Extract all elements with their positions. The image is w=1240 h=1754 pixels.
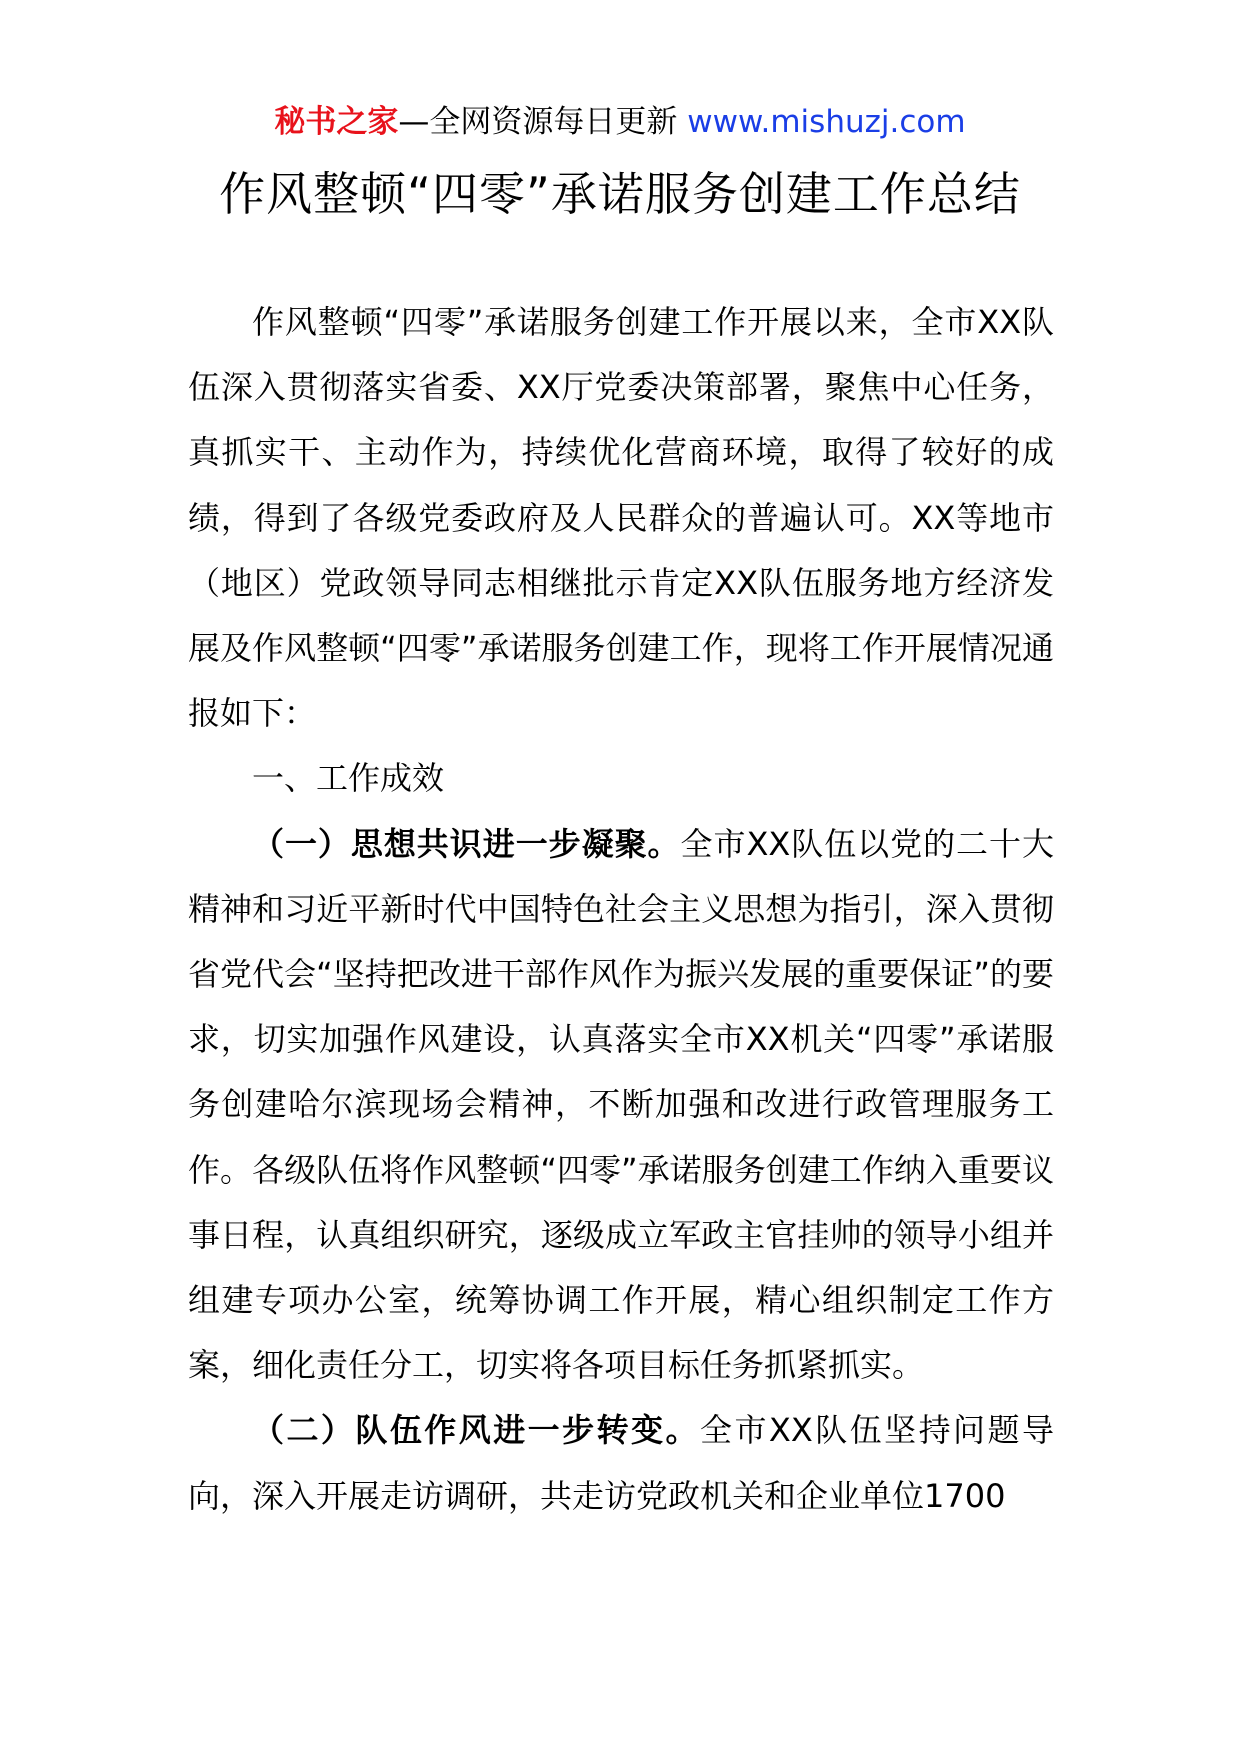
site-link[interactable]: www.mishuzj.com [687,104,966,140]
paragraph-lead: （二）队伍作风进一步转变。 [252,1411,700,1450]
section-heading [188,746,1054,811]
paragraph-text: 全市XX队伍以党的二十大精神和习近平新时代中国特色社会主义思想为指引，深入贯彻省党代会“坚持把改进干部作风作为振兴发展的重要保证”的要求，切实加强作风建设，认真落实全市XX机关“四零”承诺服务创建哈尔滨现场会精神，不断加强和改进行政管理服务工作。各级队伍将作风整顿“四零”承诺服务创建工作纳入重要议事日程，认真组织研究，逐级成立军政主官挂帅的领导小组并组建专项办公室，统筹协调工作开展，精心组织制定工作方案，细化责任分工，切实将各项目标任务抓紧抓实。 [188,824,1054,1385]
paragraph-text: 作风整顿“四零”承诺服务创建工作开展以来，全市XX队伍深入贯彻落实省委、XX厅党委决策部署，聚焦中心任务，真抓实干、主动作为，持续优化营商环境，取得了较好的成绩，得到了各级党委政府及人民群众的普遍认可。XX等地市（地区）党政领导同志相继批示肯定XX队伍服务地方经济发展及作风整顿“四零”承诺服务创建工作，现将工作开展情况通报如下： [188,303,1054,733]
paragraph-ideology [188,812,1054,1399]
brand-name: 秘书之家 [274,104,399,140]
document-title: 作风整顿“四零”承诺服务创建工作总结 [219,167,1021,221]
paragraph-lead: （一）思想共识进一步凝聚。 [252,824,681,863]
document-body [188,290,1054,1529]
paragraph-text: 一、工作成效 [252,759,445,798]
paragraph-intro [188,290,1054,746]
paragraph-style [188,1398,1054,1528]
header-slogan: —全网资源每日更新 [398,104,688,140]
paragraph-text: 全市XX队伍坚持问题导向，深入开展走访调研，共走访党政机关和企业单位1700 [188,1411,1054,1515]
watermark-header [0,100,1240,144]
